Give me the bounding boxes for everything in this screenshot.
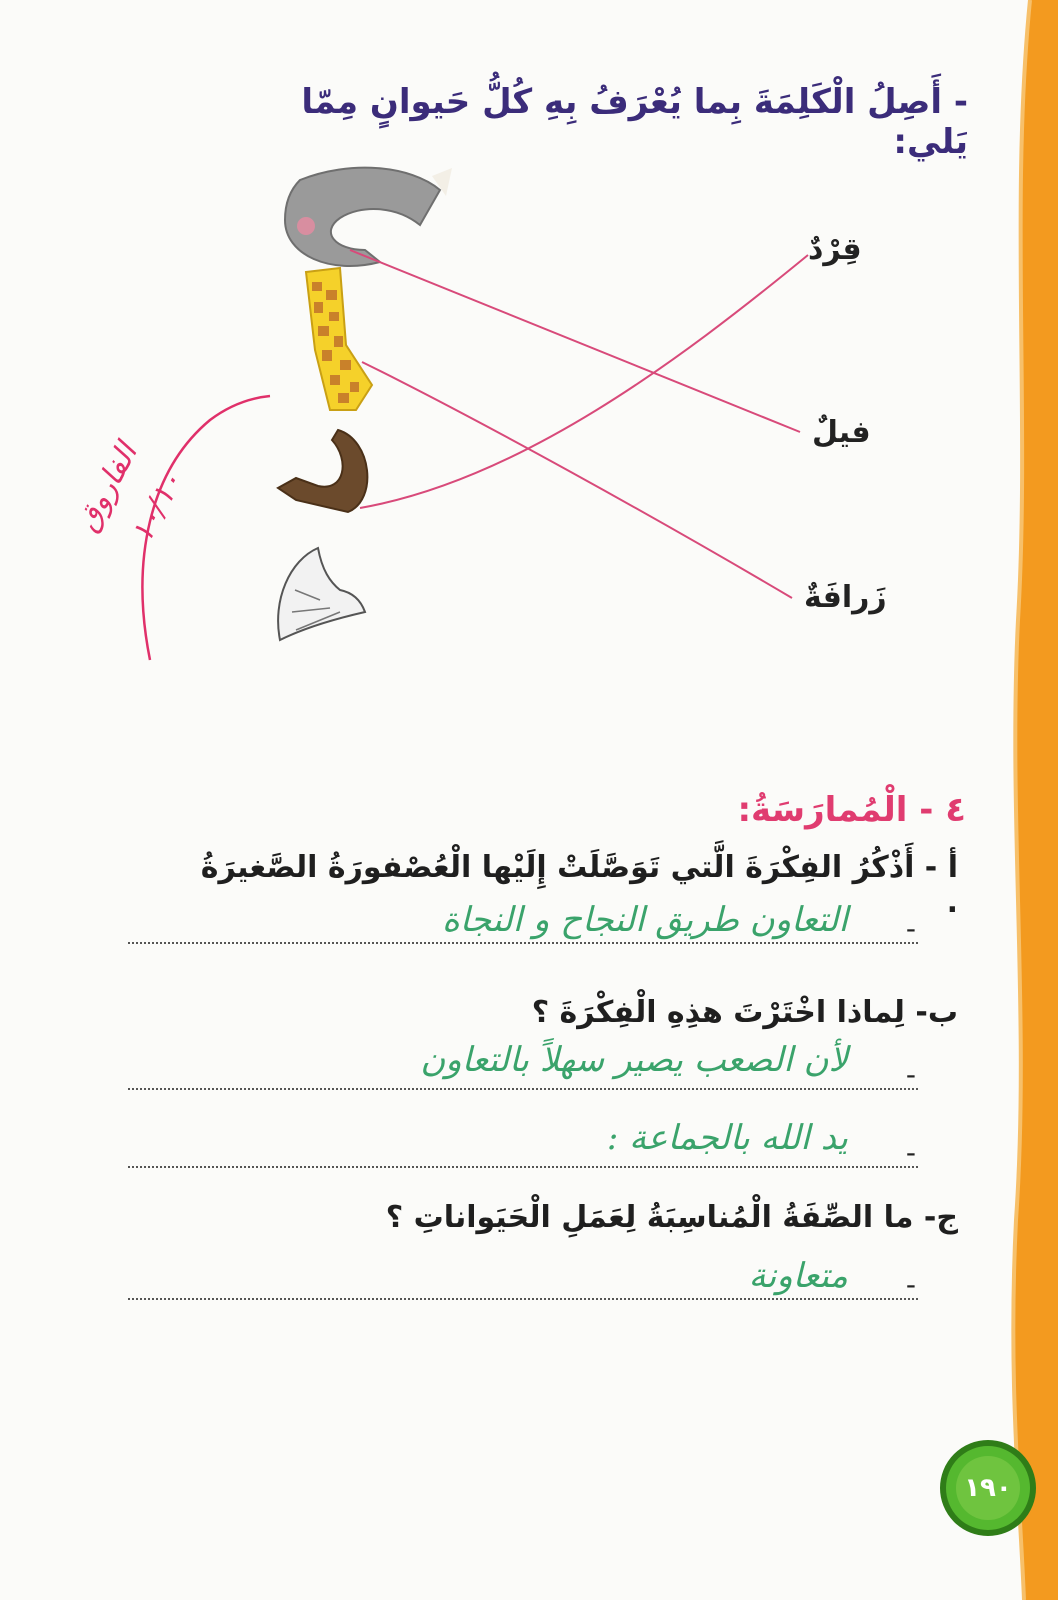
question-b: ب- لِماذا اخْتَرْتَ هذِهِ الْفِكْرَةَ ؟ (531, 995, 958, 1030)
grade-signature: الفاروق (69, 437, 145, 538)
answer-dash: - (905, 1136, 916, 1169)
page-number: ١٩٠ (956, 1456, 1020, 1520)
answer-c1: متعاونة (748, 1256, 848, 1296)
monkey-tail-picture (278, 430, 367, 512)
answer-b1: لأن الصعب يصير سهلاً بالتعاون (420, 1040, 848, 1080)
matching-lines (350, 250, 808, 598)
answer-a1: التعاون طريق النجاح و النجاة (441, 900, 848, 940)
question-a: أ - أَذْكُرُ الفِكْرَةَ الَّتي تَوَصَّلَتْ إِلَيْها الْعُصْفورَةُ الصَّغيرَةُ . (200, 850, 958, 920)
word-elephant: فيلٌ (812, 415, 871, 450)
answer-dash: - (905, 912, 916, 945)
page-number-badge (940, 1440, 1036, 1536)
matching-instruction: - أَصِلُ الْكَلِمَةَ بِما يُعْرَفُ بِهِ كُلُّ حَيوانٍ مِمّا يَلي: (301, 82, 968, 162)
question-c: ج- ما الصِّفَةُ الْمُناسِبَةُ لِعَمَلِ الْحَيَواناتِ ؟ (385, 1200, 958, 1235)
grade-score: ١٠/١٠ (124, 466, 191, 549)
giraffe-neck-picture (306, 268, 372, 410)
word-monkey: قِرْدٌ (808, 232, 862, 267)
answer-b2: يد الله بالجماعة : (606, 1118, 848, 1158)
word-giraffe: زَرافَةٌ (804, 580, 887, 615)
answer-dash: - (905, 1268, 916, 1301)
elephant-trunk-picture (285, 168, 452, 266)
practice-title: ٤ - الْمُمارَسَةُ: (737, 790, 966, 830)
answer-dash: - (905, 1058, 916, 1091)
bird-wing-picture (278, 548, 365, 640)
